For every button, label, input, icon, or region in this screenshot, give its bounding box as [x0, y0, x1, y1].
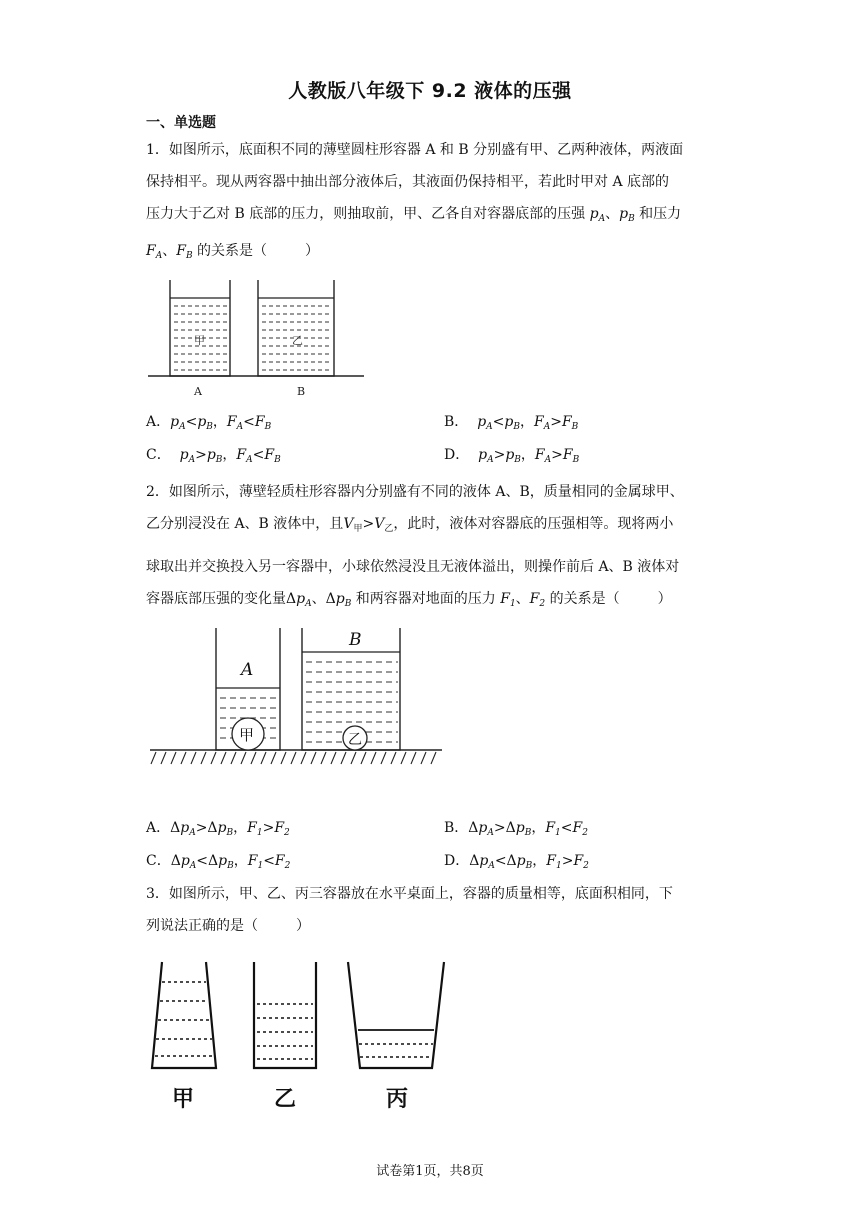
- q1-fig-label-jia: 甲: [194, 334, 205, 347]
- q1-line-3: 压力大于乙对 B 底部的压力，则抽取前，甲、乙各自对容器底部的压强 $p_A$、$p_B$ 和压力: [146, 206, 682, 224]
- page-title: 人教版八年级下 9.2 液体的压强: [288, 80, 572, 102]
- q1-figure: [146, 272, 366, 400]
- q2-line-1: 2．如图所示，薄壁轻质柱形容器内分别盛有不同的液体 A、B，质量相同的金属球甲、: [146, 484, 684, 500]
- q2-option-b[interactable]: B．$\Delta p_A>\Delta p_B$，$F_1<F_2$: [444, 820, 588, 838]
- q2-line-2: 乙分别浸没在 A、B 液体中，且$V_甲>V_乙$，此时，液体对容器底的压强相等。现将两小: [146, 516, 674, 534]
- q1-line-1: 1．如图所示，底面积不同的薄壁圆柱形容器 A 和 B 分别盛有甲、乙两种液体，两液面: [146, 142, 684, 158]
- section-heading: 一、单选题: [146, 115, 216, 131]
- q1-option-d[interactable]: D． $p_A>p_B$，$F_A>F_B$: [444, 447, 580, 465]
- q1-fig-label-b: B: [297, 385, 306, 398]
- q3-line-2: 列说法正确的是（ ）: [146, 918, 310, 934]
- question-3: [146, 878, 726, 942]
- q2-fig-label-a: A: [241, 660, 254, 680]
- q2-line-3: 球取出并交换投入另一容器中，小球依然浸没且无液体溢出，则操作前后 A、B 液体对: [146, 559, 680, 575]
- q1-fig-label-yi: 乙: [292, 334, 303, 347]
- page-footer: 试卷第1页，共8页: [376, 1164, 484, 1179]
- question-2: [146, 476, 726, 620]
- q3-fig-label-jia: 甲: [172, 1087, 195, 1112]
- q2-fig-ball-jia: 甲: [239, 726, 255, 744]
- q2-figure: [146, 622, 446, 772]
- q1-option-c[interactable]: C． $p_A>p_B$，$F_A<F_B$: [146, 447, 281, 465]
- q1-option-a[interactable]: A．$p_A<p_B$，$F_A<F_B$: [146, 414, 272, 432]
- q2-fig-label-b: B: [349, 630, 362, 650]
- q3-line-1: 3．如图所示，甲、乙、丙三容器放在水平桌面上，容器的质量相等，底面积相同，下: [146, 886, 673, 902]
- q2-option-c[interactable]: C．$\Delta p_A<\Delta p_B$，$F_1<F_2$: [146, 853, 291, 871]
- question-1: [146, 134, 726, 272]
- q3-fig-label-yi: 乙: [274, 1087, 297, 1112]
- q3-figure: [146, 956, 446, 1116]
- q1-fig-label-a: A: [194, 385, 202, 398]
- q3-fig-label-bing: 丙: [386, 1087, 409, 1112]
- q1-line-4: $F_A$、$F_B$ 的关系是（ ）: [146, 243, 320, 261]
- q2-line-4: 容器底部压强的变化量$\Delta p_A$、$\Delta p_B$ 和两容器对地面的压力 $F_1$、$F_2$ 的关系是（ ）: [146, 591, 672, 609]
- q1-line-2: 保持相平。现从两容器中抽出部分液体后，其液面仍保持相平，若此时甲对 A 底部的: [146, 174, 670, 190]
- q2-fig-ball-yi: 乙: [348, 732, 362, 748]
- q1-option-b[interactable]: B． $p_A<p_B$，$F_A>F_B$: [444, 414, 579, 432]
- q2-option-d[interactable]: D．$\Delta p_A<\Delta p_B$，$F_1>F_2$: [444, 853, 589, 871]
- q2-option-a[interactable]: A．$\Delta p_A>\Delta p_B$，$F_1>F_2$: [146, 820, 290, 838]
